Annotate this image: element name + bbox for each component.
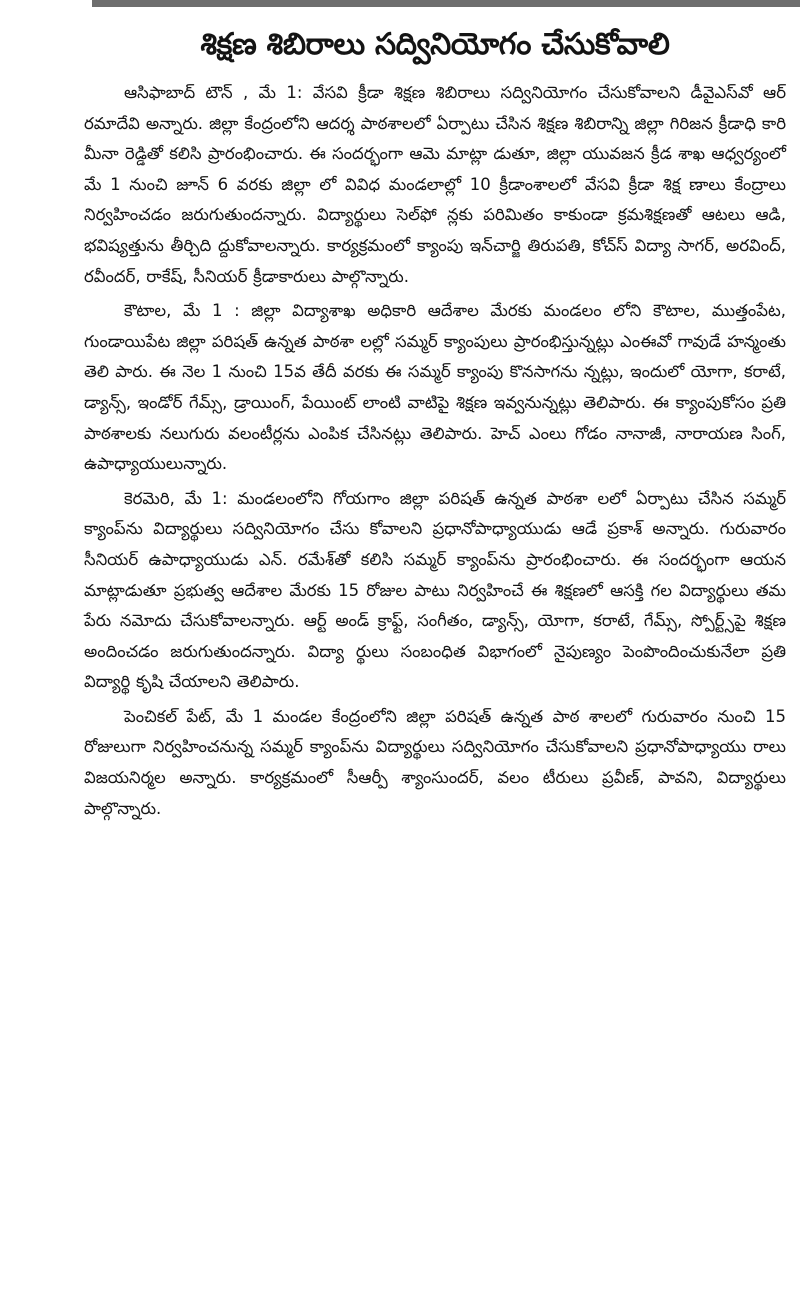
top-rule bbox=[92, 0, 800, 7]
article-body bbox=[84, 78, 786, 824]
paragraph-penchikalpet: పెంచికల్ పేట్, మే 1 మండల కేంద్రంలోని జిల్లా పరిషత్ ఉన్నత పాఠ శాలలో గురువారం నుంచి 15 రోజులుగా నిర్వహించనున్న సమ్మర్ క్యాంప్‌ను విద్యార్థులు సద్వినియోగం చేసుకోవాలని ప్రధానోపాధ్యాయు రాలు విజయనిర్మల అన్నారు. కార్యక్రమంలో సీఆర్పీ శ్యాంసుందర్, వలం టీరులు ప్రవీణ్, పావని, విద్యార్థులు పాల్గొన్నారు. bbox=[84, 706, 786, 818]
headline: శిక్షణ శిబిరాలు సద్వినియోగం చేసుకోవాలి bbox=[200, 27, 670, 62]
paragraph-kerameri: కెరమెరి, మే 1: మండలంలోని గోయగాం జిల్లా పరిషత్ ఉన్నత పాఠశా లలో ఏర్పాటు చేసిన సమ్మర్ క్యాంప్‌ను విద్యార్థులు సద్వినియోగం చేసు కోవాలని ప్రధానోపాధ్యాయుడు ఆడే ప్రకాశ్ అన్నారు. గురువారం సీనియర్ ఉపాధ్యాయుడు ఎన్. రమేశ్‌తో కలిసి సమ్మర్ క్యాంప్‌ను ప్రారంభించారు. ఈ సందర్భంగా ఆయన మాట్లాడుతూ ప్రభుత్వ ఆదేశాల మేరకు 15 రోజుల పాటు నిర్వహించే ఈ శిక్షణలో ఆసక్తి గల విద్యార్థులు తమ పేరు నమోదు చేసుకోవాలన్నారు. ఆర్ట్ అండ్ క్రాఫ్ట్, సంగీతం, డ్యాన్స్, యోగా, కరాటే, గేమ్స్, స్పోర్ట్స్‌పై శిక్షణ అందించడం జరుగుతుందన్నారు. విద్యా ర్థులు సంబంధిత విభాగంలో నైపుణ్యం పెంపొందించుకునేలా ప్రతి విద్యార్థి కృషి చేయాలని తెలిపారు. bbox=[84, 488, 786, 692]
paragraph-kautala: కౌటాల, మే 1 : జిల్లా విద్యాశాఖ అధికారి ఆదేశాల మేరకు మండలం లోని కౌటాల, ముత్తంపేట, గుండాయిపేట జిల్లా పరిషత్ ఉన్నత పాఠశా లల్లో సమ్మర్ క్యాంపులు ప్రారంభిస్తున్నట్లు ఎంఈవో గావుడే హన్మంతు తెలి పారు. ఈ నెల 1 నుంచి 15వ తేదీ వరకు ఈ సమ్మర్ క్యాంపు కొనసాగను న్నట్లు, ఇందులో యోగా, కరాటే, డ్యాన్స్, ఇండోర్ గేమ్స్, డ్రాయింగ్, పేయింట్ లాంటి వాటిపై శిక్షణ ఇవ్వనున్నట్లు తెలిపారు. ఈ క్యాంపుకోసం ప్రతి పాఠశాలకు నలుగురు వలంటీర్లను ఎంపిక చేసినట్లు తెలిపారు. హెచ్ ఎంలు గోడం నానాజీ, నారాయణ సింగ్, ఉపాధ్యాయులున్నారు. bbox=[84, 301, 786, 474]
paragraph-asifabad: ఆసిఫాబాద్ టౌన్ , మే 1: వేసవి క్రీడా శిక్షణ శిబిరాలు సద్వినియోగం చేసుకోవాలని డీవైఎస్‌వో ఆర్ రమాదేవి అన్నారు. జిల్లా కేంద్రంలోని ఆదర్శ పాఠశాలలో ఏర్పాటు చేసిన శిక్షణ శిబిరాన్ని జిల్లా గిరిజన క్రీడాధి కారి మీనా రెడ్డితో కలిసి ప్రారంభించారు. ఈ సందర్భంగా ఆమె మాట్లా డుతూ, జిల్లా యువజన క్రీడ శాఖ ఆధ్వర్యంలో మే 1 నుంచి జూన్ 6 వరకు జిల్లా లో వివిధ మండలాల్లో 10 క్రీడాంశాలలో వేసవి క్రీడా శిక్ష ణాలు కేంద్రాలు నిర్వహించడం జరుగుతుందన్నారు. విద్యార్థులు సెల్‌ఫో న్లకు పరిమితం కాకుండా క్రమశిక్షణతో ఆటలు ఆడి, భవిష్యత్తును తీర్చిది ద్దుకోవాలన్నారు. కార్యక్రమంలో క్యాంపు ఇన్‌చార్జి తిరుపతి, కోచ్‌స్ విద్యా సాగర్, అరవింద్, రవీందర్, రాకేష్, సీనియర్ క్రీడాకారులు పాల్గొన్నారు. bbox=[84, 83, 786, 286]
